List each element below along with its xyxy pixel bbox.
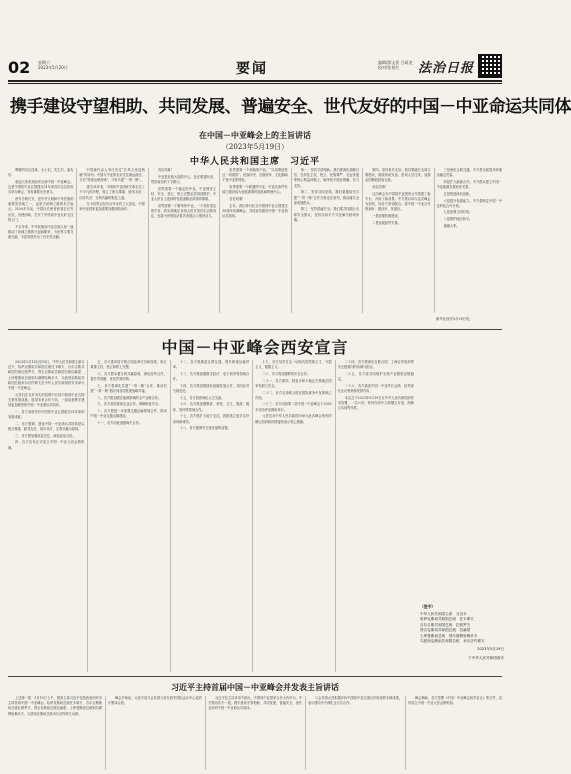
text-column	[108, 696, 202, 770]
paragraph: 十八、各方强调安全是发展的前提。	[179, 426, 231, 431]
text-column	[437, 168, 502, 313]
text-column	[308, 696, 402, 770]
paragraph: 十六、各方愿加强教育、科技、卫生、旅游、媒体、智库等领域合作。	[172, 402, 250, 412]
column-rule	[105, 696, 106, 770]
article1-source: 新华社西安5月19日电	[436, 317, 470, 321]
paragraph: 七、各方将深化共建“一带一路”合作，推动共建“一带一路”倡议同各国发展战略对接。	[90, 383, 167, 394]
article1-speech-date: （2023年5月19日）	[221, 143, 289, 151]
paragraph: 六、各方愿本着互利共赢原则，深化经贸合作，提升贸易额，优化贸易结构。	[90, 371, 167, 382]
signatories-place: 于中华人民共和国西安	[468, 655, 504, 660]
paragraph: 与会各国元首积极评价中国同中亚五国合作取得的丰硕成果，表示愿同中方深化全方位合作。	[308, 696, 402, 706]
text-column	[151, 168, 216, 313]
issue-date: 2023年5月20日	[38, 65, 68, 70]
paper-name: 法治日报	[418, 61, 475, 76]
article3-top-rule	[8, 676, 502, 677]
paragraph: 习近平在主旨讲话中指出，中国同中亚国家合作大有可为，中方愿同各方一道，携手建设守望相助、共同发展、普遍安全、世代友好的中国－中亚命运共同体。	[208, 696, 302, 711]
paragraph: 二十、各方将加强网络安全合作。	[262, 371, 310, 376]
paragraph: 世界需要一个联通的中亚。中亚有条件有能力建设成为亚欧重要的商品和物流中心。	[222, 185, 288, 195]
paragraph: 二、各方强调，建设中国－中亚命运共同体是以相互尊重、睦邻友好、同舟共济、互利共赢为原则。	[8, 421, 85, 431]
paragraph: 七是加强文明对话。	[443, 210, 473, 215]
column-rule	[205, 696, 206, 770]
paragraph: 欢迎大家来到西安出席中国－中亚峰会。这是中国同中亚五国建交31年来首次以实体形式举办峰会，具有重要历史意义。	[8, 179, 74, 195]
paragraph: 十四、各方愿加强绿色低碳发展合作，共同应对气候变化。	[172, 383, 250, 394]
signatory-item: 哈萨克斯坦共和国总统 托卡耶夫	[420, 617, 474, 622]
paragraph: 二十四、各方愿深化在联合国、上海合作组织等多边框架内的协调与配合。	[337, 360, 414, 370]
text-column	[365, 168, 430, 313]
paragraph: 西安古称长安，是中华文明和中华民族的重要发祥地之一，也是古丝绸之路的东方起点。2100多年前，中国汉代使者张骞自长安出发，出使西域，打开了中国同中亚友好交往的大门。	[8, 197, 74, 222]
qr-code-icon	[478, 54, 502, 78]
paragraph: 十九、各方坚决打击一切形式的恐怖主义、分裂主义、极端主义。	[255, 360, 332, 370]
column-rule	[335, 360, 336, 672]
signatories-date: 2023年5月19日	[477, 647, 504, 652]
paragraph: 峰会期间，各方签署《中国－中亚峰会西安宣言》等文件，宣布成立中国－中亚元首会晤机制。	[408, 696, 502, 706]
signatories-block	[420, 604, 504, 661]
paragraph: 二十五、各方将共同维护全球产业链供应链稳定。	[337, 371, 414, 382]
paragraph: 谢谢大家。	[443, 223, 460, 228]
paragraph: 千百年来，中华民族同中亚各族人民一道推动了丝绸之路的兴起和繁荣，为世界文明交流交融、丰富发展作出了历史性贡献。	[8, 224, 74, 239]
article2-title: 中国－中亚峰会西安宣言	[161, 338, 349, 357]
paragraph: 三是深化互联互通。中方将全面提升跨境运输过货量。	[436, 168, 502, 178]
paragraph: 二十二、各方支持联合国在国际事务中发挥核心作用。	[255, 390, 332, 400]
paragraph: 第二，坚持共同发展。我们要继续在共建“一带一路”合作方面走在前列，推动落实全球发展倡议。	[293, 190, 360, 205]
paragraph: 各位同事！	[229, 197, 246, 202]
weekday: 星期六	[38, 60, 50, 65]
signatory-item: 塔吉克斯坦共和国总统 拉赫蒙	[420, 628, 471, 633]
paragraph: 建交31年来，中国同中亚国家关系走过了不平凡的历程，树立了相互尊重、睦邻友好、同舟共济、互利共赢的相处之道。	[79, 185, 145, 200]
column-rule	[219, 168, 220, 313]
column-rule	[148, 168, 149, 313]
paragraph: 五、各方重申恪守联合国宪章宗旨和原则，相互尊重主权、独立和领土完整。	[90, 360, 167, 370]
paragraph: 尊敬的各位同事，女士们，先生们，朋友们：	[8, 168, 74, 178]
proof-credit: 校对/张景红	[378, 65, 400, 70]
signatories-heading: （签字）	[420, 604, 436, 609]
paragraph: 二十三、各方同意第二届中国－中亚峰会于2025年在哈萨克斯坦举行。	[255, 402, 332, 412]
text-column	[208, 696, 302, 770]
paragraph: 十二、各方愿推进互联互通，提升跨境运输效率。	[172, 360, 250, 370]
paragraph: 十五、各方同意深化人文交流。	[179, 395, 225, 400]
paragraph: 中亚是亚欧大陆的中心，处在联通东西、贯穿南北的十字路口。	[150, 174, 217, 184]
text-column	[222, 168, 287, 313]
paragraph: 二是拓展经贸关系。	[372, 220, 401, 225]
paragraph: 九、各方高度重视农业合作，保障粮食安全。	[97, 402, 162, 407]
paragraph: 六是提升发展能力。中方将制定中国－中亚科技合作计划。	[436, 198, 502, 208]
paragraph: 上述第一报 5月19日上午，国家主席习近平在陕西省西安市主持首届中国－中亚峰会。哈萨克斯坦总统托卡耶夫、吉尔吉斯斯坦总统扎帕罗夫、塔吉克斯坦总统拉赫蒙、土库曼斯坦总统别尔德穆哈梅多夫、乌兹别克斯坦总统米尔济约耶夫出席。	[8, 696, 102, 716]
paragraph: 世界需要一个和谐的中亚。“兄弟情谊胜过一切财富”。民族冲突、宗教纷争、文化隔阂不是中亚的特征。	[222, 168, 288, 183]
paragraph: 世界需要一个稳定的中亚。中亚国家主权、安全、独立、领土完整必须得到维护，中亚人民自主选择的发展道路必须得到尊重。	[150, 186, 217, 202]
text-column	[173, 360, 249, 672]
text-column	[294, 168, 359, 313]
editor-block	[378, 60, 413, 70]
column-rule	[170, 360, 171, 672]
paragraph: 十一、各方同意加强海关合作。	[97, 421, 143, 426]
paragraph: 这次峰会为中国同中亚国家合作搭建了新平台，开辟了新前景。中方愿以举办这次峰会为契机，同各方密切配合，将中国－中亚合作规划好、建设好、发展好。	[365, 191, 431, 212]
signatory-item: 中华人民共和国主席 习近平	[420, 612, 467, 616]
paragraph: 一、各方高度评价中国同中亚五国建交31年来的发展成就。	[8, 409, 85, 420]
column-rule	[291, 168, 292, 313]
masthead-rule-thin	[8, 83, 502, 84]
paragraph: 八、各方愿加强在能源领域的全产业链合作。	[97, 395, 162, 400]
editor-credit: 编辑/郭文景 吕研龙	[378, 60, 413, 65]
paragraph: 四是扩大能源合作。中方倡议建立中国－中亚能源发展伙伴关系。	[436, 179, 502, 190]
signatory-item: 乌兹别克斯坦共和国总统 米尔济约耶夫	[420, 639, 485, 644]
text-column	[408, 696, 502, 770]
text-column	[79, 168, 144, 313]
paragraph: 本宣言于2023年5月19日在中华人民共和国西安市签署，一式六份，每份均用中文和俄文写成，两种文本同等作准。	[337, 395, 414, 411]
article1-subtitle: 在中国－中亚峰会上的主旨讲话	[199, 131, 311, 140]
paragraph: 一是加强机制建设。	[372, 214, 401, 219]
text-column	[8, 360, 84, 672]
paragraph: 四、各方宣布正式成立中国－中亚元首会晤机制。	[8, 440, 85, 450]
paragraph: 世界需要一个繁荣的中亚。一个美好富足的中亚，将实现地区各国人民对美好生活的向往，也将为世界经济复苏发展注入强劲动力。	[150, 203, 217, 219]
text-column	[255, 360, 331, 672]
paragraph: 各位同事！	[372, 185, 389, 190]
column-rule	[76, 168, 77, 313]
paragraph: 十、各方愿进一步加强交通运输领域合作，推动中国－中亚交通走廊建设。	[90, 409, 167, 419]
text-column	[338, 360, 414, 672]
paragraph: 2023年5月18日至19日，中华人民共和国主席习近平、哈萨克斯坦共和国总统托卡耶夫、吉尔吉斯共和国总统扎帕罗夫、塔吉克斯坦共和国总统拉赫蒙、土库曼斯坦总统别尔德穆哈梅多夫、乌兹别克斯坦共和国总统米尔济约耶夫在中华人民共和国西安市举行中国－中亚峰会。	[8, 360, 85, 391]
column-rule	[405, 696, 406, 770]
column-rule	[252, 360, 253, 672]
column-rule	[362, 168, 363, 313]
signatory-item: 吉尔吉斯共和国总统 扎帕罗夫	[420, 622, 471, 627]
paragraph: 第三，坚持普遍安全。我们要共同践行全球安全倡议，坚持以和平方式化解分歧和争端。	[293, 207, 360, 222]
text-column	[8, 696, 102, 770]
masthead-rule	[8, 80, 502, 82]
section-title: 要闻	[236, 61, 268, 77]
paragraph: 当今世界正经历百年未有之大变局，中国和中亚国家更加需要加强团结协作。	[79, 202, 145, 212]
signatory-item: 土库曼斯坦总统 别尔德穆哈梅多夫	[420, 633, 478, 638]
paragraph: 元首们对中华人民共和国为举办此次峰会所作的精心组织和热情接待表示衷心感谢。	[255, 414, 332, 424]
date-block	[38, 60, 68, 70]
text-column	[8, 168, 73, 313]
paragraph: 第四，坚持世代友好。我们要践行全球文明倡议，赓续传统友谊，密切人员往来，加强治国理政经验交流。	[365, 168, 431, 183]
article1-headline: 携手建设守望相助、共同发展、普遍安全、世代友好的中国－中亚命运共同体	[10, 97, 571, 117]
column-rule	[305, 696, 306, 770]
page-number: 02	[8, 58, 31, 77]
paragraph: 八是维护地区和平。	[443, 217, 473, 222]
paragraph: 各位同事！	[157, 168, 174, 172]
paragraph: 三、各方愿加强高层交往，深化政治互信。	[15, 433, 76, 438]
paragraph: 峰会开始前，习近平同与会各国元首在西安国际会议中心迎宾厅集体合影。	[108, 696, 202, 706]
article3-title: 习近平主持首届中国－中亚峰会并发表主旨讲话	[171, 683, 339, 692]
paragraph: 去年，我们举行纪念中国同中亚五国建交30周年视频峰会，共同宣布建设中国－中亚命运共同体。	[222, 203, 288, 219]
article1-byline: 中华人民共和国主席 习近平	[189, 157, 320, 167]
paragraph: 十三、各方愿加强数字经济、电子商务等领域合作。	[172, 371, 250, 382]
text-column	[90, 360, 166, 672]
paragraph: 元首们在友好务实的氛围中总结中国同中亚五国关系发展成就，展望未来合作方向，一致同意携手建设更加紧密的中国－中亚命运共同体。	[8, 392, 85, 408]
paragraph: 十七、各方愿扩大地方交往，鼓励建立更多友好省州和城市。	[172, 414, 250, 424]
column-rule	[434, 168, 435, 313]
paragraph: 中国唐代诗人李白有过“长风万里送秋雁”的诗句。中国与中亚的友好交往源远流长，古有“张骞出使西域”，今有共建“一带一路”。	[79, 168, 145, 183]
article2-top-rule	[8, 329, 502, 330]
paragraph: 第一，坚持守望相助。我们要深化战略互信，在涉及主权、独立、民族尊严、长远发展等核心利益问题上，始终给予彼此明确、有力支持。	[293, 168, 360, 188]
paragraph: 二十一、各方重申，阿富汗和平稳定关系地区国家发展与安全。	[255, 378, 332, 388]
masthead	[0, 0, 510, 88]
paragraph: 五是推进绿色创新。	[443, 191, 473, 196]
paragraph: 二十六、各方欢迎中国－中亚外长会晤、经贸部长会议等机制发挥作用。	[337, 383, 414, 394]
column-rule	[87, 360, 88, 672]
